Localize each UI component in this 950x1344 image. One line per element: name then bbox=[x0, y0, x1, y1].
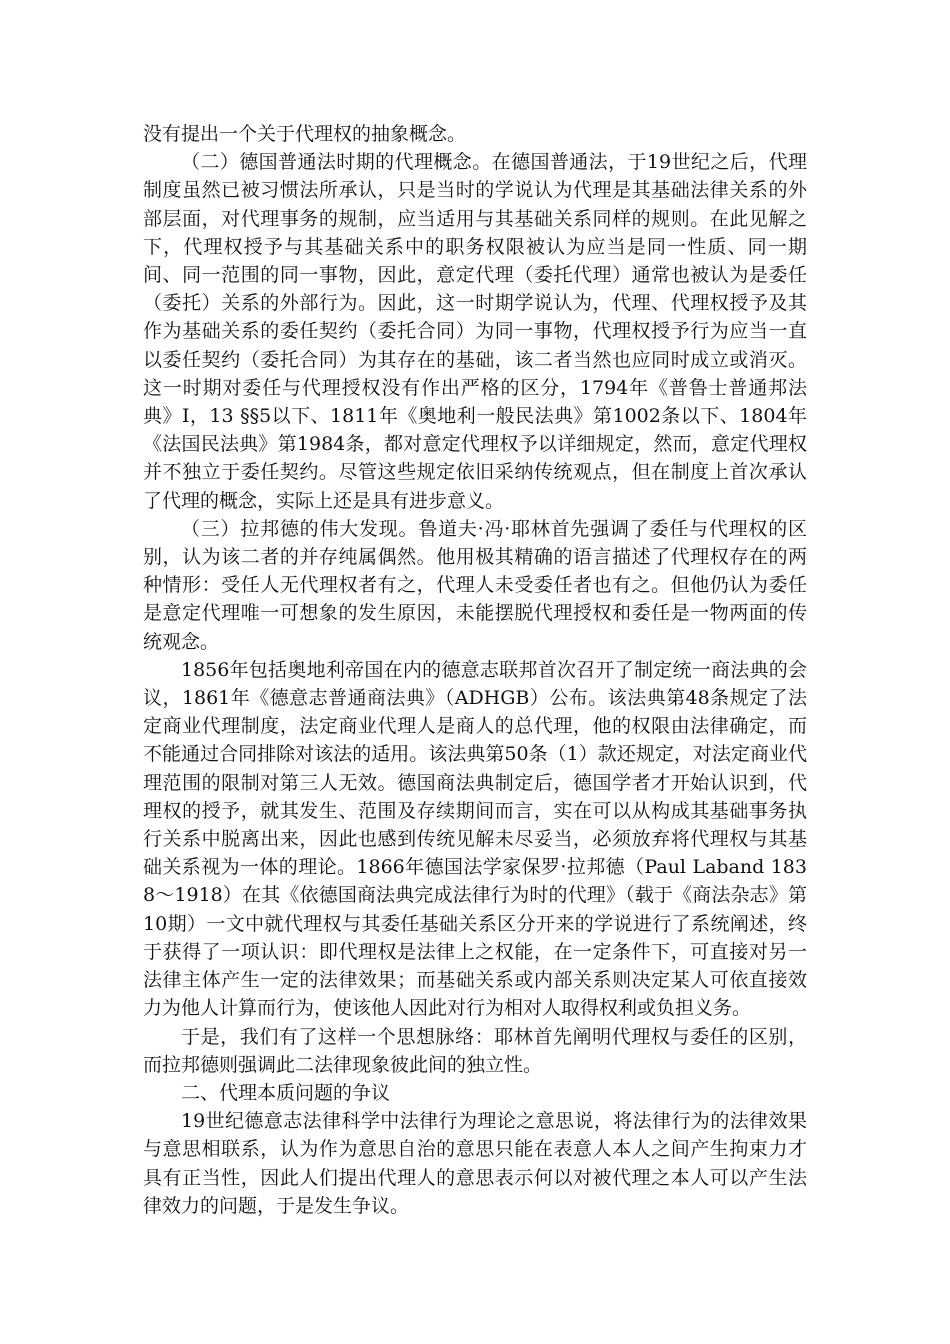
section-heading: 二、代理本质问题的争议 bbox=[181, 1081, 391, 1104]
document-page bbox=[143, 120, 807, 1220]
paragraph-5: 于是，我们有了这样一个思想脉络：耶林首先阐明代理权与委任的区别，而拉邦德则强调此二法律现象彼此间的独立性。 bbox=[143, 1025, 807, 1076]
paragraph-7: 19世纪德意志法律科学中法律行为理论之意思说，将法律行为的法律效果与意思相联系，认为作为意思自治的意思只能在表意人本人之间产生拘束力才具有正当性，因此人们提出代理人的意思表示何以对被代理之本人可以产生法律效力的问题，于是发生争议。 bbox=[143, 1110, 807, 1217]
paragraph-2: （二）德国普通法时期的代理概念。在德国普通法，于19世纪之后，代理制度虽然已被习惯法所承认，只是当时的学说认为代理是其基础法律关系的外部层面，对代理事务的规制，应当适用与其基础关系同样的规则。在此见解之下，代理权授予与其基础关系中的职务权限被认为应当是同一性质、同一期间、同一范围的同一事物，因此，意定代理（委托代理）通常也被认为是委任（委托）关系的外部行为。因此，这一时期学说认为，代理、代理权授予及其作为基础关系的委任契约（委托合同）为同一事物，代理权授予行为应当一直以委任契约（委托合同）为其存在的基础，该二者当然也应同时成立或消灭。这一时期对委任与代理授权没有作出严格的区分，1794年《普鲁士普通邦法典》I，13 §§5以下、1811年《奥地利一般民法典》第1002条以下、1804年《法国民法典》第1984条，都对意定代理权予以详细规定，然而，意定代理权并不独立于委任契约。尽管这些规定依旧采纳传统观点，但在制度上首次承认了代理的概念，实际上还是具有进步意义。 bbox=[143, 151, 807, 512]
paragraph-3: （三）拉邦德的伟大发现。鲁道夫·冯·耶林首先强调了委任与代理权的区别，认为该二者的并存纯属偶然。他用极其精确的语言描述了代理权存在的两种情形：受任人无代理权者有之，代理人未受委任者也有之。但他仍认为委任是意定代理唯一可想象的发生原因，未能摆脱代理授权和委任是一物两面的传统观念。 bbox=[143, 517, 807, 653]
paragraph-4: 1856年包括奥地利帝国在内的德意志联邦首次召开了制定统一商法典的会议，1861年《德意志普通商法典》（ADHGB）公布。该法典第48条规定了法定商业代理制度，法定商业代理人是商人的总代理，他的权限由法律确定，而不能通过合同排除对该法的适用。该法典第50条（1）款还规定，对法定商业代理范围的限制对第三人无效。德国商法典制定后，德国学者才开始认识到，代理权的授予，就其发生、范围及存续期间而言，实在可以从构成其基础事务执行关系中脱离出来，因此也感到传统见解未尽妥当，必须放弃将代理权与其基础关系视为一体的理论。1866年德国法学家保罗·拉邦德（Paul Laband 1838～1918）在其《依德国商法典完成法律行为时的代理》（载于《商法杂志》第10期）一文中就代理权与其委任基础关系区分开来的学说进行了系统阐述，终于获得了一项认识：即代理权是法律上之权能，在一定条件下，可直接对另一法律主体产生一定的法律效果；而基础关系或内部关系则决定某人可依直接效力为他人计算而行为，使该他人因此对行为相对人取得权利或负担义务。 bbox=[143, 658, 807, 1020]
paragraph-1: 没有提出一个关于代理权的抽象概念。 bbox=[143, 123, 467, 145]
